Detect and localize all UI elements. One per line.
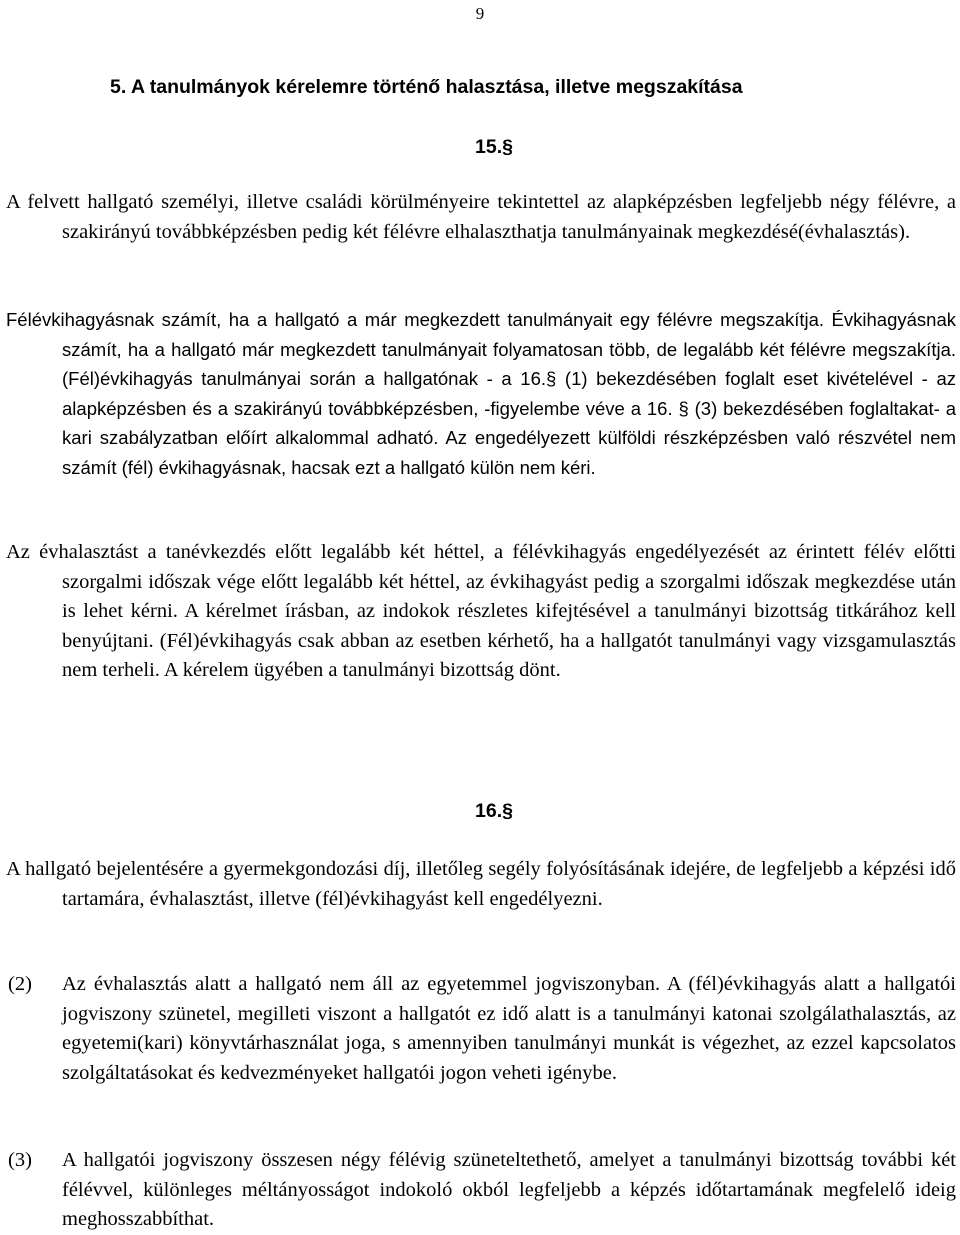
section-16-heading: 16.§ (475, 800, 513, 822)
paragraph-number: (3) (8, 1149, 32, 1171)
paragraph-text: Az évhalasztás alatt a hallgató nem áll az egyetemmel jogviszonyban. A (fél)évkihagyás alatt a hallgatói jogviszony szünetel, megilleti viszont a hallgatót ez idő alatt is a tanulmányi katonai szolgálathalasztás, az egyetemi(kari) könyvtárhasználat joga, s amennyiben tanulmányi munkát is végezhet, az ezzel kapcsolatos szolgáltatásokat és kedvezményeket hallgatói jogon veheti igénybe. (62, 973, 956, 1084)
paragraph-16-2 (8, 970, 956, 1088)
paragraph-number: (2) (8, 973, 32, 995)
paragraph-15-1: A felvett hallgató személyi, illetve családi körülményeire tekintettel az alapképzésben legfeljebb négy félévre, a szakirányú továbbképzésben pedig két félévre elhalaszthatja tanulmányainak megkezdésé(évhalasztás). (6, 191, 956, 243)
paragraph-15-2: Félévkihagyásnak számít, ha a hallgató a már megkezdett tanulmányait egy félévre megszakítja. Évkihagyásnak számít, ha a hallgató már megkezdett tanulmányait folyamatosan több, de legalább két félévre megszakítja. (Fél)évkihagyás tanulmányai során a hallgatónak - a 16.§ (1) bekezdésében foglalt eset kivételével - az alapképzésben és a szakirányú továbbképzésben, -figyelembe véve a 16. § (3) bekezdésében foglaltakat- a kari szabályzatban előírt alkalommal adható. Az engedélyezett külföldi részképzésben való részvétel nem számít (fél) évkihagyásnak, hacsak ezt a hallgató külön nem kéri. (6, 309, 956, 478)
page-number: 9 (475, 4, 485, 23)
paragraph-text: A hallgatói jogviszony összesen négy félévig szüneteltethető, amelyet a tanulmányi bizottság további két félévvel, különleges méltányosságot indokoló okból legfeljebb a képzés időtartamának megfelelő ideig meghosszabbíthat. (62, 1149, 956, 1230)
section-15-heading: 15.§ (475, 136, 513, 158)
chapter-heading: 5. A tanulmányok kérelemre történő halasztása, illetve megszakítása (110, 76, 743, 98)
paragraph-15-3: Az évhalasztást a tanévkezdés előtt legalább két héttel, a félévkihagyás engedélyezését az érintett félév előtti szorgalmi időszak vége előtt legalább két héttel, az évkihagyást pedig a szorgalmi időszak megkezdése után is lehet kérni. A kérelmet írásban, az indokok részletes kifejtésével a tanulmányi bizottság titkárához kell benyújtani. (Fél)évkihagyás csak abban az esetben kérhető, ha a hallgatót tanulmányi vagy vizsgamulasztás nem terheli. A kérelem ügyében a tanulmányi bizottság dönt. (6, 541, 956, 681)
paragraph-16-1: A hallgató bejelentésére a gyermekgondozási díj, illetőleg segély folyósításának idejére, de legfeljebb a képzési idő tartamára, évhalasztást, illetve (fél)évkihagyást kell engedélyezni. (6, 858, 956, 910)
paragraph-16-3 (8, 1146, 956, 1235)
